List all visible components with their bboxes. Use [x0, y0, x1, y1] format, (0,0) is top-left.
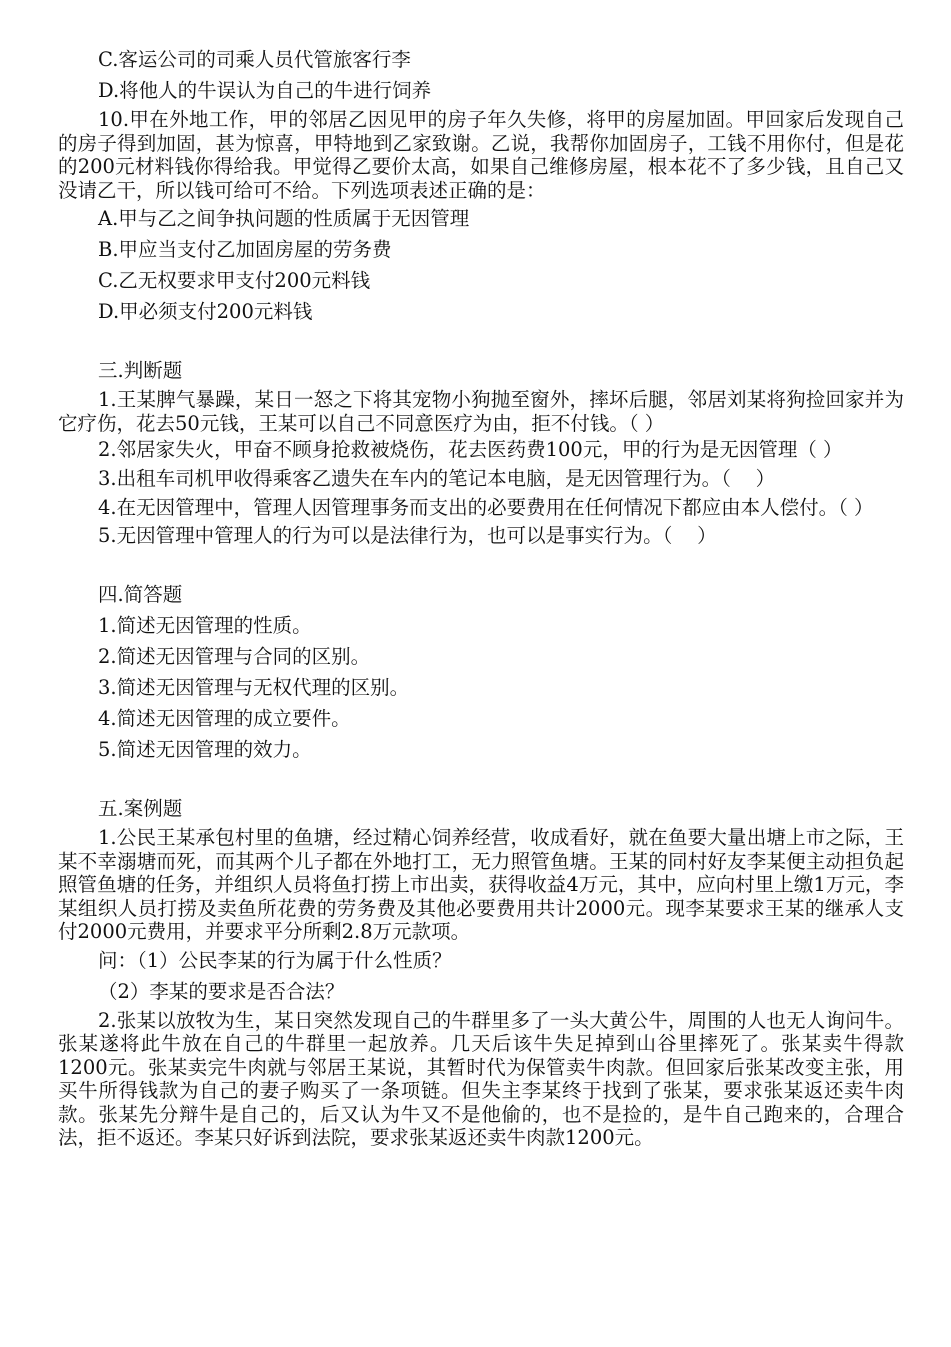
case-2-text: 2.张某以放牧为生，某日突然发现自己的牛群里多了一头大黄公牛，周围的人也无人询问牛。张某遂将此牛放在自己的牛群里一起放养。几天后该牛失足掉到山谷里摔死了。张某卖牛得款1200元。张某卖完牛肉就与邻居王某说，其暂时代为保管卖牛肉款。但回家后张某改变主张，用买牛所得钱款为自己的妻子购买了一条项链。但失主李某终于找到了张某，要求张某返还卖牛肉款。张某先分辩牛是自己的，后又认为牛又不是他偷的，也不是捡的，是牛自己跑来的，合理合法，拒不返还。李某只好诉到法院，要求张某返还卖牛肉款1200元。	[58, 1008, 904, 1149]
q10-option-a: A.甲与乙之间争执问题的性质属于无因管理	[98, 207, 470, 230]
short-item-2: 2.简述无因管理与合同的区别。	[98, 645, 371, 668]
case-1-question-2: （2）李某的要求是否合法？	[98, 979, 345, 1003]
spacer	[58, 329, 904, 357]
judge-item-4: 4.在无因管理中，管理人因管理事务而支出的必要费用在任何情况下都应由本人偿付。（ ）	[98, 495, 874, 519]
q10-option-d: D.甲必须支付200元料钱	[98, 300, 313, 323]
case-1-text: 1.公民王某承包村里的鱼塘，经过精心饲养经营，收成看好，就在鱼要大量出塘上市之际，王某不幸溺塘而死，而其两个儿子都在外地打工，无力照管鱼塘。王某的同村好友李某便主动担负起照管鱼塘的任务，并组织人员将鱼打捞上市出卖，获得收益4万元，其中，应向村里上缴1万元，李某组织人员打捞及卖鱼所花费的劳务费及其他必要费用共计2000元。现李某要求王某的继承人支付2000元费用，并要求平分所剩2.8万元款项。	[58, 826, 904, 943]
option-c-prev: C.客运公司的司乘人员代管旅客行李	[98, 48, 411, 71]
short-item-4: 4.简述无因管理的成立要件。	[98, 707, 351, 730]
q10-option-c: C.乙无权要求甲支付200元料钱	[98, 269, 371, 292]
option-d-prev: D.将他人的牛误认为自己的牛进行饲养	[98, 79, 432, 102]
q10-option-b: B.甲应当支付乙加固房屋的劳务费	[98, 238, 392, 261]
spacer	[58, 553, 904, 581]
short-item-5: 5.简述无因管理的效力。	[98, 738, 312, 761]
judge-item-5: 5.无因管理中管理人的行为可以是法律行为，也可以是事实行为。（ ）	[98, 524, 717, 547]
case-1-question-1: 问：（1）公民李某的行为属于什么性质？	[98, 948, 452, 972]
judge-item-1: 1.王某脾气暴躁，某日一怒之下将其宠物小狗抛至窗外，摔坏后腿，邻居刘某将狗捡回家并为它疗伤，花去50元钱，王某可以自己不同意医疗为由，拒不付钱。（ ）	[58, 388, 904, 435]
short-item-3: 3.简述无因管理与无权代理的区别。	[98, 676, 410, 699]
document-page	[58, 46, 904, 1153]
judge-item-3: 3.出租车司机甲收得乘客乙遗失在车内的笔记本电脑，是无因管理行为。（ ）	[98, 466, 776, 490]
spacer	[58, 767, 904, 795]
judge-item-2: 2.邻居家失火，甲奋不顾身抢救被烧伤，花去医药费100元，甲的行为是无因管理（ ）	[98, 438, 843, 461]
short-item-1: 1.简述无因管理的性质。	[98, 614, 312, 637]
section-heading-short: 四.简答题	[98, 583, 183, 606]
section-heading-judge: 三.判断题	[98, 359, 183, 382]
question-10: 10.甲在外地工作，甲的邻居乙因见甲的房子年久失修，将甲的房屋加固。甲回家后发现自己的房子得到加固，甚为惊喜，甲特地到乙家致谢。乙说，我帮你加固房子，工钱不用你付，但是花的200元材料钱你得给我。甲觉得乙要价太高，如果自己维修房屋，根本花不了多少钱，且自己又没请乙干，所以钱可给可不给。下列选项表述正确的是：	[58, 108, 904, 202]
section-heading-case: 五.案例题	[98, 797, 183, 820]
